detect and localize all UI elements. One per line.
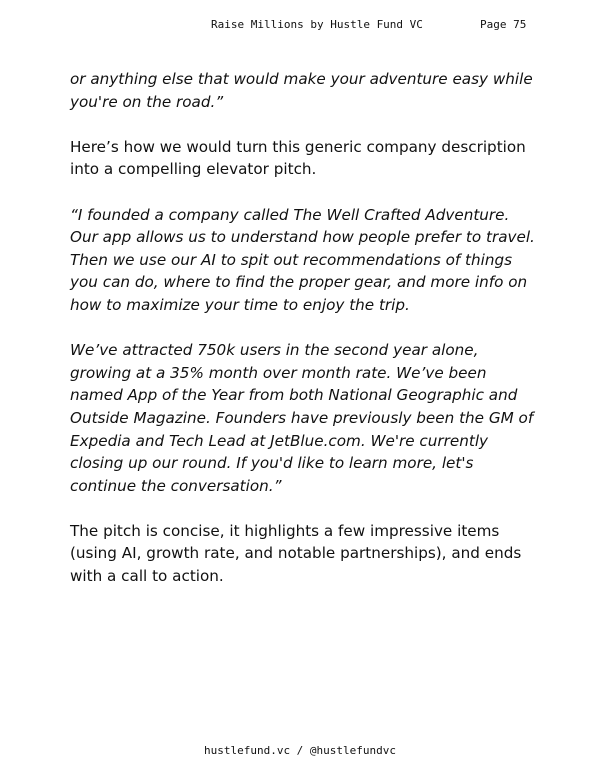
summary-paragraph: The pitch is concise, it highlights a few impressive items (using AI, growth rate, and notable partnerships), and ends with a call to action. — [70, 521, 522, 586]
intro-paragraph: Here’s how we would turn this generic company description into a compelling elevator pitch. — [70, 137, 526, 179]
header-page-number: Page 75 — [480, 18, 527, 31]
quote-continuation-paragraph: or anything else that would make your adventure easy while you're on the road.” — [70, 70, 533, 111]
pitch-quote-paragraph-2: We’ve attracted 750k users in the second year alone, growing at a 35% month over month rate. We’ve been named App of the Year from both National Geographic and Outside Magazine. Founders have previously been the GM of Expedia and Tech Lead at JetBlue.com. We're currently closing up our round. If you'd like to learn more, let's continue the conversation.” — [70, 341, 534, 495]
page-header — [0, 16, 600, 34]
page-body — [70, 68, 540, 610]
header-book-title: Raise Millions by Hustle Fund VC — [211, 18, 423, 31]
page-footer: hustlefund.vc / @hustlefundvc — [203, 744, 397, 757]
pitch-quote-paragraph-1: “I founded a company called The Well Crafted Adventure. Our app allows us to understand how people prefer to travel. Then we use our AI to spit out recommendations of things you can do, where to find the proper gear, and more info on how to maximize your time to enjoy the trip. — [70, 205, 535, 314]
